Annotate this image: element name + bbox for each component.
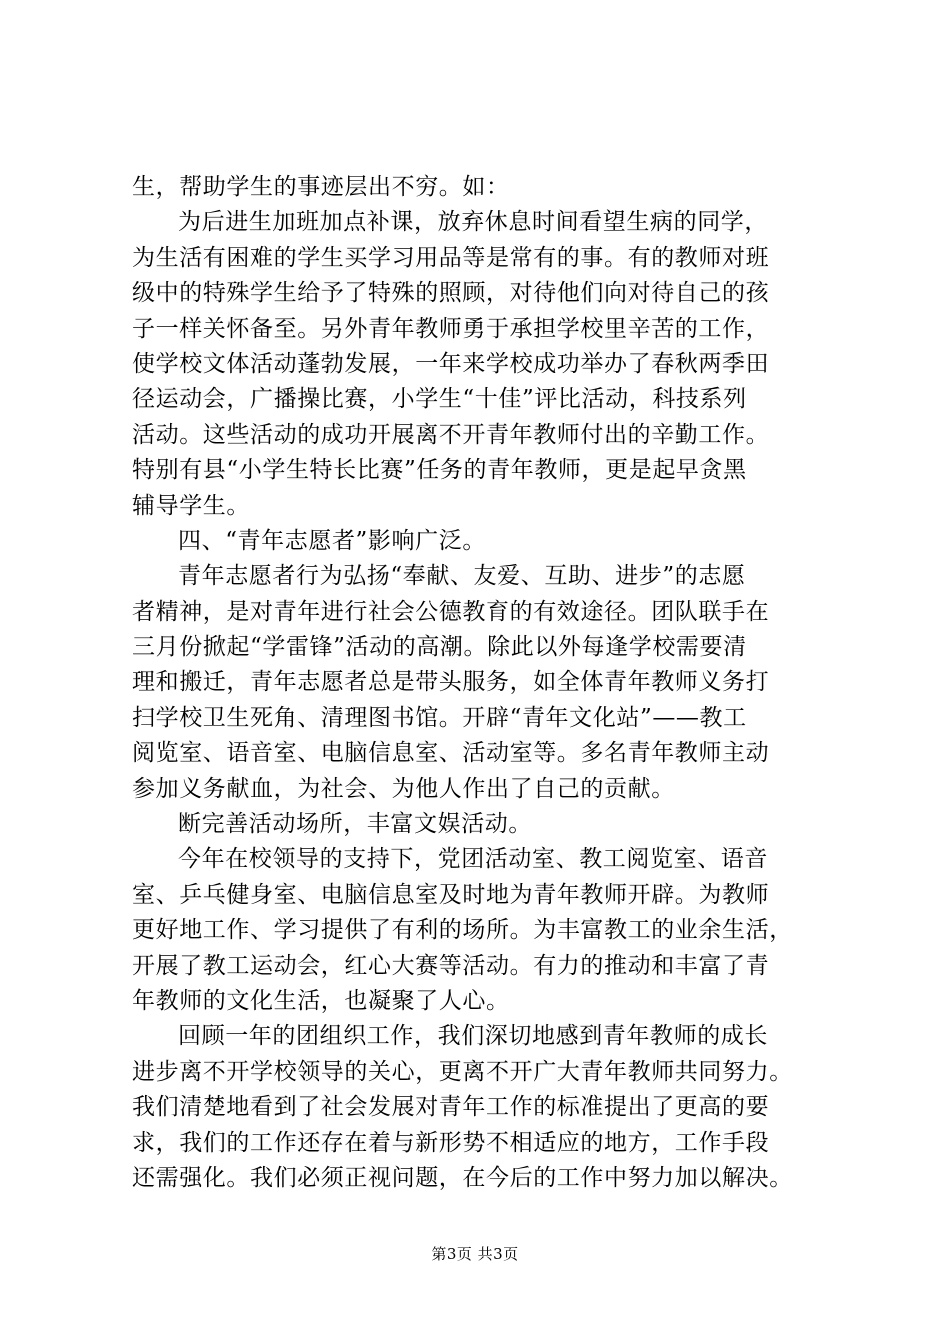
text-line: 扫学校卫生死角、清理图书馆。开辟“青年文化站”——教工	[132, 704, 747, 731]
text-line: 参加义务献血，为社会、为他人作出了自己的贡献。	[132, 775, 675, 802]
text-line: 者精神，是对青年进行社会公德教育的有效途径。团队联手在	[132, 598, 770, 625]
page-footer: 第3页 共3页	[431, 1245, 519, 1263]
text-line: 青年志愿者行为弘扬“奉献、友爱、互助、进步”的志愿	[178, 563, 746, 590]
text-line: 辅导学生。	[132, 492, 250, 519]
text-line: 理和搬迁，青年志愿者总是带头服务，如全体青年教师义务打	[132, 669, 770, 696]
text-line: 为后进生加班加点补课，放弃休息时间看望生病的同学，	[178, 209, 768, 236]
document-body	[132, 170, 832, 1196]
text-line: 更好地工作、学习提供了有利的场所。为丰富教工的业余生活，	[132, 917, 793, 944]
text-line: 今年在校领导的支持下，党团活动室、教工阅览室、语音	[178, 846, 768, 873]
text-line: 为生活有困难的学生买学习用品等是常有的事。有的教师对班	[132, 244, 770, 271]
text-line: 阅览室、语音室、电脑信息室、活动室等。多名青年教师主动	[132, 740, 770, 767]
text-line: 回顾一年的团组织工作，我们深切地感到青年教师的成长	[178, 1023, 768, 1050]
text-line: 级中的特殊学生给予了特殊的照顾，对待他们向对待自己的孩	[132, 280, 770, 307]
text-line: 还需强化。我们必须正视问题，在今后的工作中努力加以解决。	[132, 1164, 793, 1191]
text-line: 开展了教工运动会，红心大赛等活动。有力的推动和丰富了青	[132, 952, 770, 979]
text-line: 室、乒乓健身室、电脑信息室及时地为青年教师开辟。为教师	[132, 881, 770, 908]
text-line: 我们清楚地看到了社会发展对青年工作的标准提出了更高的要	[132, 1094, 770, 1121]
text-line: 求，我们的工作还存在着与新形势不相适应的地方，工作手段	[132, 1129, 770, 1156]
text-line: 子一样关怀备至。另外青年教师勇于承担学校里辛苦的工作，	[132, 315, 770, 342]
text-line: 三月份掀起“学雷锋”活动的高潮。除此以外每逢学校需要清	[132, 634, 747, 661]
text-line: 四、“青年志愿者”影响广泛。	[178, 527, 486, 554]
text-line: 进步离不开学校领导的关心，更离不开广大青年教师共同努力。	[132, 1058, 793, 1085]
text-line: 断完善活动场所，丰富文娱活动。	[178, 811, 532, 838]
text-line: 年教师的文化生活，也凝聚了人心。	[132, 987, 510, 1014]
text-line: 活动。这些活动的成功开展离不开青年教师付出的辛勤工作。	[132, 421, 770, 448]
text-line: 生，帮助学生的事迹层出不穷。如：	[132, 174, 510, 200]
text-line: 使学校文体活动蓬勃发展，一年来学校成功举办了春秋两季田	[132, 350, 770, 377]
text-line: 特别有县“小学生特长比赛”任务的青年教师，更是起早贪黑	[132, 457, 747, 484]
text-line: 径运动会，广播操比赛，小学生“十佳”评比活动，科技系列	[132, 386, 747, 413]
